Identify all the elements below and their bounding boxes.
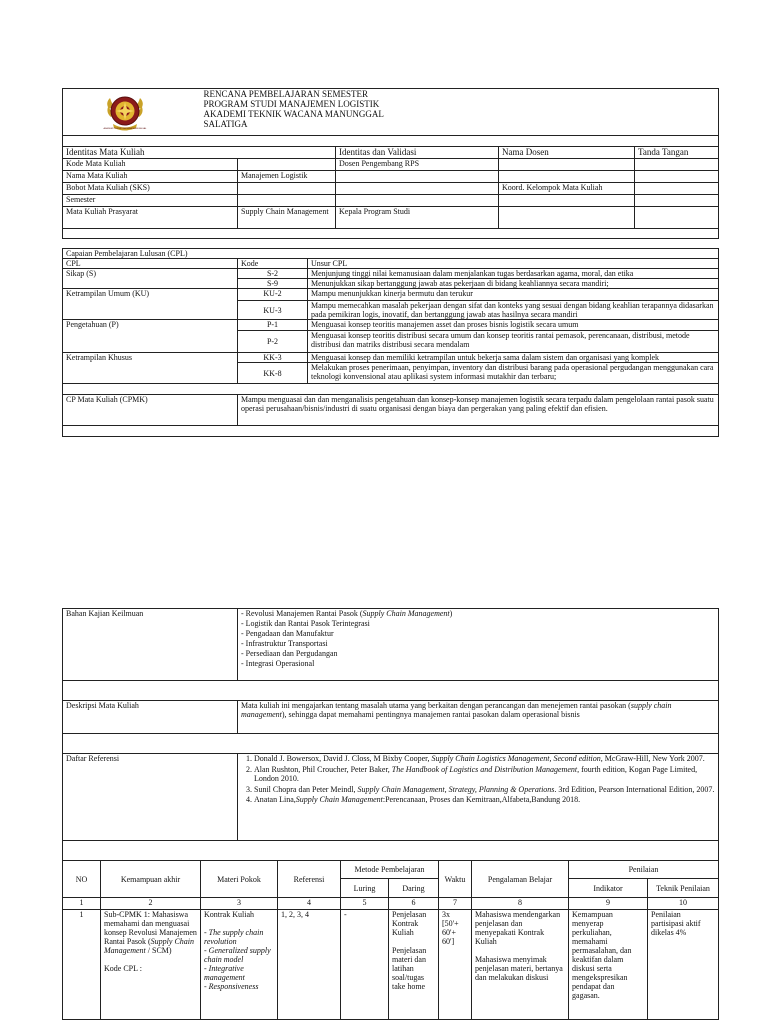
cpl-text: Menjunjung tinggi nilai kemanusiaan dalam menjalankan tugas berdasarkan agama, moral, dan etika [308,269,719,279]
referensi-item: 4. Anatan Lina,Supply Chain Management:Perencanaan, Proses dan Kemitraan,Alfabeta,Bandung 2018. [254,795,715,805]
row-indikator: Kemampuan menyerap perkuliahan, memahami permasalahan, dan keaktifan dalam diskusi serta mengekspresikan pendapat dan gagasan. [569,910,648,1020]
kode-mk-value [238,159,336,171]
nama-mk-value: Manajemen Logistik [238,171,336,183]
bahan-item: - Revolusi Manajemen Rantai Pasok (Supply Chain Management) [241,609,453,618]
col-number: 9 [569,898,648,910]
row-kemampuan: Sub-CPMK 1: Mahasiswa memahami dan menguasai konsep Revolusi Manajemen Rantai Pasok (Supply Chain Management / SCM) Kode CPL : [101,910,201,1020]
referensi-item: 3. Sunil Chopra dan Peter Meindl, Supply Chain Management, Strategy, Planning & Operations. 3rd Edition, Pearson International Edition, 2007. [254,785,715,795]
cpl-text: Menguasai konsep teoritis distribusi secara umum dan konsep teoritis rantai pemasok, perencanaan, distribusi, metode distribusi dan matriks distribusi secara mendalam [308,331,719,353]
col-indikator: Indikator [569,879,648,898]
validasi-label: Identitas dan Validasi [336,147,499,159]
col-number: 7 [439,898,472,910]
referensi-label: Daftar Referensi [63,754,238,841]
header-program: PROGRAM STUDI MANAJEMEN LOGISTIK [203,99,380,109]
col-pengalaman: Pengalaman Belajar [472,861,569,898]
col-number: 8 [472,898,569,910]
col-luring: Luring [341,879,389,898]
logo-cell [63,89,202,136]
row-referensi: 1, 2, 3, 4 [278,910,341,1020]
deskripsi-label: Deskripsi Mata Kuliah [63,701,238,734]
academy-logo-icon [103,91,147,133]
header-academy: AKADEMI TEKNIK WACANA MANUNGGAL [203,109,384,119]
prasyarat-label: Mata Kuliah Prasyarat [63,207,238,229]
col-waktu: Waktu [439,861,472,898]
header-table [62,88,719,147]
prasyarat-value: Supply Chain Management [238,207,336,229]
col-number: 3 [201,898,278,910]
col-penilaian: Penilaian [569,861,719,879]
col-number: 1 [63,898,101,910]
row-no: 1 [63,910,101,1020]
cpl-col-header: CPL [63,259,238,269]
cpl-section-title: Capaian Pembelajaran Lulusan (CPL) [63,249,719,259]
row-luring: - [341,910,389,1020]
kode-col-header: Kode [238,259,308,269]
cpmk-text: Mampu menguasai dan dan menganalisis pengetahuan dan konsep-konsep manajemen logistik secara terpadu dalam pengelolaan rantai pasok suatu operasi perusahaan/bisnis/industri di suatu organisasi dengan biaya dan pergerakan yang paling efektif dan efisien. [238,395,719,426]
row-waktu: 3x [50'+ 60'+ 60'] [439,910,472,1020]
referensi-list [238,754,719,841]
header-title: RENCANA PEMBELAJARAN SEMESTER [203,89,369,99]
cpl-text: Menguasai konsep dan memiliki ketrampilan untuk bekerja sama dalam sistem dan organisasi yang komplek [308,353,719,363]
cpl-code: KU-3 [238,301,308,320]
bahan-item: - Persediaan dan Pergudangan [241,649,338,658]
identity-table [62,146,719,239]
semester-label: Semester [63,195,238,207]
cpl-code: KK-3 [238,353,308,363]
cpl-group-name: Ketrampilan Umum (KU) [63,289,238,320]
col-daring: Daring [389,879,439,898]
row-materi: Kontrak Kuliah - The supply chain revolution - Generalized supply chain model - Integrative management - Responsiveness [201,910,278,1020]
course-info-table [62,608,719,861]
row-pengalaman: Mahasiswa mendengarkan penjelasan dan menyepakati Kontrak Kuliah Mahasiswa menyimak penjelasan materi, bertanya dan melakukan diskusi [472,910,569,1020]
bahan-item: - Integrasi Operasional [241,659,315,668]
tanda-tangan-label: Tanda Tangan [635,147,719,159]
bahan-item: - Infrastruktur Transportasi [241,639,328,648]
nama-dosen-label: Nama Dosen [499,147,635,159]
kode-mk-label: Kode Mata Kuliah [63,159,238,171]
cpl-code: KU-2 [238,289,308,301]
col-number: 5 [341,898,389,910]
cpl-text: Menunjukkan sikap bertanggung jawab atas pekerjaan di bidang keahliannya secara mandiri; [308,279,719,289]
header-title-block [202,89,719,136]
kode-cpl-label: Kode CPL : [104,964,142,973]
bobot-label: Bobot Mata Kuliah (SKS) [63,183,238,195]
cpmk-label: CP Mata Kuliah (CPMK) [63,395,238,426]
col-no: NO [63,861,101,898]
koord-label: Koord. Kelompok Mata Kuliah [499,183,635,195]
dosen-pengembang-label: Dosen Pengembang RPS [336,159,499,171]
col-number: 10 [648,898,719,910]
col-number: 2 [101,898,201,910]
col-metode: Metode Pembelajaran [341,861,439,879]
deskripsi-text: Mata kuliah ini mengajarkan tentang masalah utama yang berkaitan dengan perancangan dan menejemen rantai pasokan (supply chain management), sehingga dapat memahami pentingnya manajemen rantai pasokan dalam operasional bisnis [238,701,719,734]
cpl-text: Mampu memecahkan masalah pekerjaan dengan sifat dan konteks yang sesuai dengan bidang keahlian terapannya didasarkan pada pemikiran logis, inovatif, dan bertanggung jawab atas hasilnya secara mandiri [308,301,719,320]
cpl-code: S-9 [238,279,308,289]
nama-mk-label: Nama Mata Kuliah [63,171,238,183]
referensi-item: 1. Donald J. Bowersox, David J. Closs, M Bixby Cooper, Supply Chain Logistics Management, Second edition, McGraw-Hill, New York 2007. [254,754,715,764]
bahan-item: - Logistik dan Rantai Pasok Terintegrasi [241,619,370,628]
unsur-col-header: Unsur CPL [308,259,719,269]
row-daring: Penjelasan Kontrak Kuliah Penjelasan materi dan latihan soal/tugas take home [389,910,439,1020]
col-materi: Materi Pokok [201,861,278,898]
row-teknik: Penilaian partisipasi aktif dikelas 4% [648,910,719,1020]
cpl-text: Melakukan proses penerimaan, penyimpan, inventory dan distribusi barang pada operasional pergudangan menggunakan cara teknologi konvensional atau aplikasi system informasi mutakhir dan terbaru; [308,363,719,384]
bahan-list [238,609,719,681]
identitas-label: Identitas Mata Kuliah [63,147,336,159]
cpl-code: S-2 [238,269,308,279]
cpl-text: Menguasai konsep teoritis manajemen asset dan proses bisnis logistik secara umum [308,320,719,331]
cpl-group-name: Ketrampilan Khusus [63,353,238,384]
bahan-item: - Pengadaan dan Manufaktur [241,629,334,638]
bahan-label: Bahan Kajian Keilmuan [63,609,238,681]
col-referensi: Referensi [278,861,341,898]
referensi-item: 2. Alan Rushton, Phil Croucher, Peter Baker, The Handbook of Logistics and Distribution Management, fourth edition, Kogan Page Limited, London 2010. [254,765,715,784]
col-teknik: Teknik Penilaian [648,879,719,898]
kaprodi-label: Kepala Program Studi [336,207,499,229]
logo-text: AKADEMI TEKNIK WACANA MANUNGGAL [103,128,147,130]
cpl-code: P-1 [238,320,308,331]
col-number: 6 [389,898,439,910]
header-city: SALATIGA [203,119,248,129]
cpl-text: Mampu menunjukkan kinerja bermutu dan terukur [308,289,719,301]
cpl-table [62,248,719,437]
col-kemampuan: Kemampuan akhir [101,861,201,898]
cpl-group-name: Sikap (S) [63,269,238,289]
cpl-group-name: Pengetahuan (P) [63,320,238,353]
cpl-code: KK-8 [238,363,308,384]
weekly-plan-table [62,860,719,1020]
col-number: 4 [278,898,341,910]
cpl-code: P-2 [238,331,308,353]
